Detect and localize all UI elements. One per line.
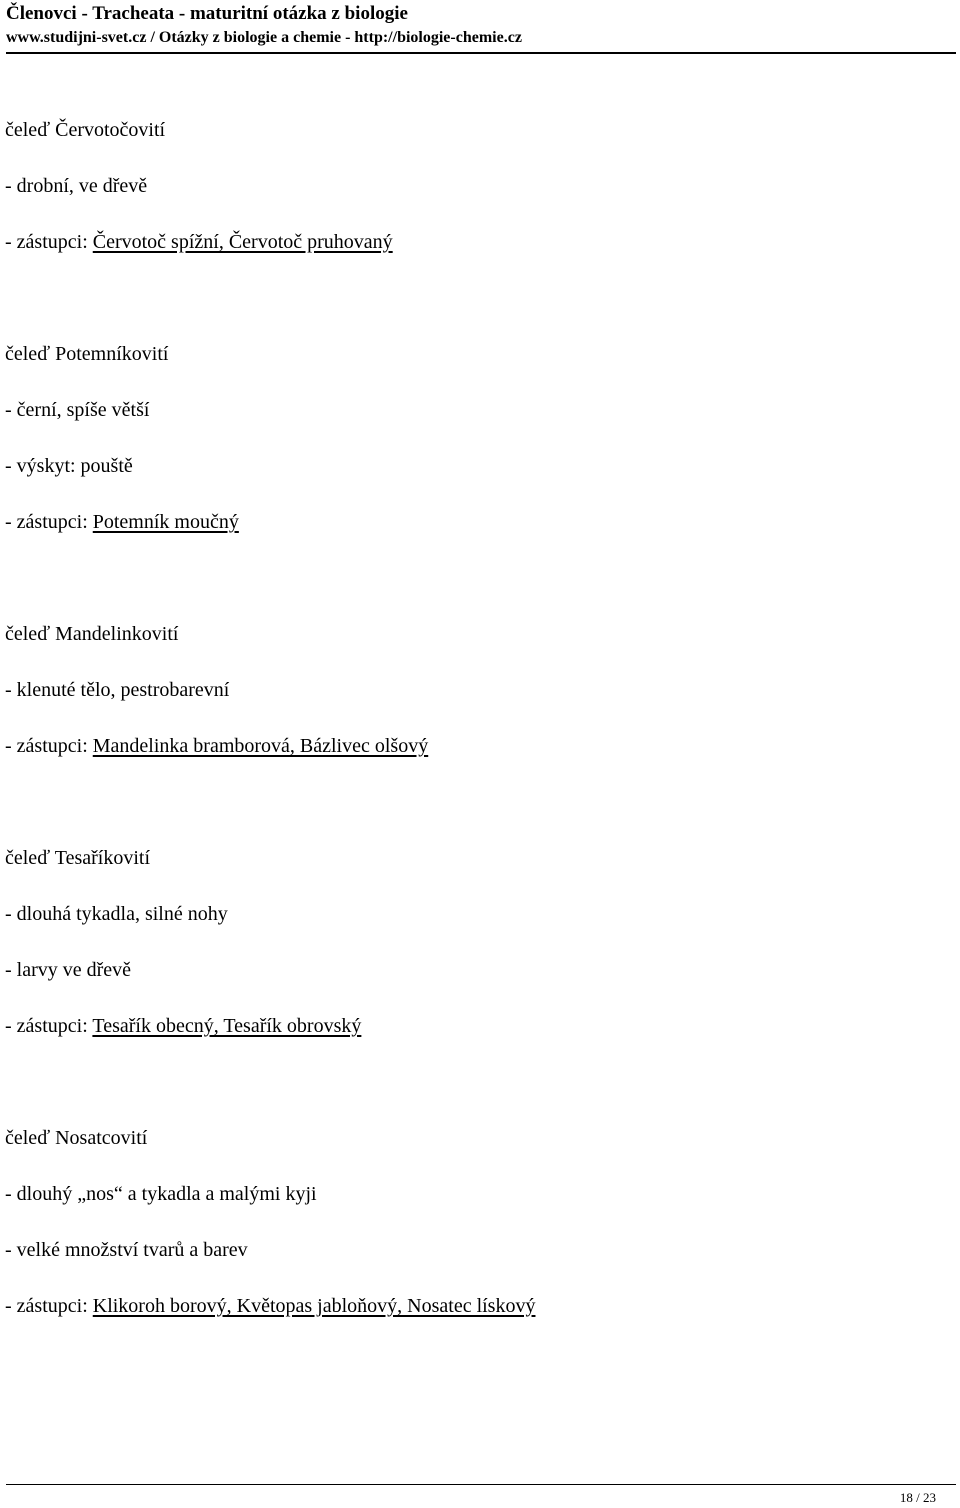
representatives-prefix: - zástupci: bbox=[5, 1015, 93, 1037]
representatives-line bbox=[5, 229, 393, 255]
representatives-link[interactable]: Mandelinka bramborová, Bázlivec olšový bbox=[92, 735, 429, 757]
section-line: - dlouhá tykadla, silné nohy bbox=[5, 903, 228, 925]
section-line: - výskyt: pouště bbox=[5, 455, 133, 477]
representatives-link[interactable]: Klikoroh borový, Květopas jabloňový, Nosatec lískový bbox=[92, 1295, 536, 1317]
representatives-line bbox=[5, 509, 239, 535]
representatives-prefix: - zástupci: bbox=[5, 1295, 93, 1317]
representatives-line bbox=[5, 1293, 535, 1319]
section-heading: čeleď Červotočovití bbox=[5, 119, 166, 141]
section-heading: čeleď Tesaříkovití bbox=[5, 847, 150, 869]
document-source: www.studijni-svet.cz / Otázky z biologie a chemie - http://biologie-chemie.cz bbox=[6, 29, 522, 46]
footer-divider bbox=[6, 1484, 956, 1485]
representatives-line bbox=[5, 1013, 361, 1039]
representatives-link[interactable]: Červotoč spížní, Červotoč pruhovaný bbox=[92, 231, 393, 253]
section-line: - drobní, ve dřevě bbox=[5, 175, 148, 197]
section-line: - velké množství tvarů a barev bbox=[5, 1239, 248, 1261]
representatives-prefix: - zástupci: bbox=[5, 231, 93, 253]
section-line: - dlouhý „nos“ a tykadla a malými kyji bbox=[5, 1183, 317, 1205]
section-line: - larvy ve dřevě bbox=[5, 959, 132, 981]
section-line: - černí, spíše větší bbox=[5, 399, 150, 421]
section-heading: čeleď Mandelinkovití bbox=[5, 623, 179, 645]
document-title: Členovci - Tracheata - maturitní otázka z biologie bbox=[6, 3, 408, 24]
representatives-link[interactable]: Potemník moučný bbox=[92, 511, 239, 533]
representatives-link[interactable]: Tesařík obecný, Tesařík obrovský bbox=[92, 1015, 362, 1037]
page-number: 18 / 23 bbox=[899, 1490, 936, 1505]
representatives-line bbox=[5, 733, 428, 759]
header-divider bbox=[6, 52, 956, 54]
section-heading: čeleď Nosatcovití bbox=[5, 1127, 148, 1149]
representatives-prefix: - zástupci: bbox=[5, 511, 93, 533]
section-heading: čeleď Potemníkovití bbox=[5, 343, 169, 365]
representatives-prefix: - zástupci: bbox=[5, 735, 93, 757]
section-line: - klenuté tělo, pestrobarevní bbox=[5, 679, 230, 701]
